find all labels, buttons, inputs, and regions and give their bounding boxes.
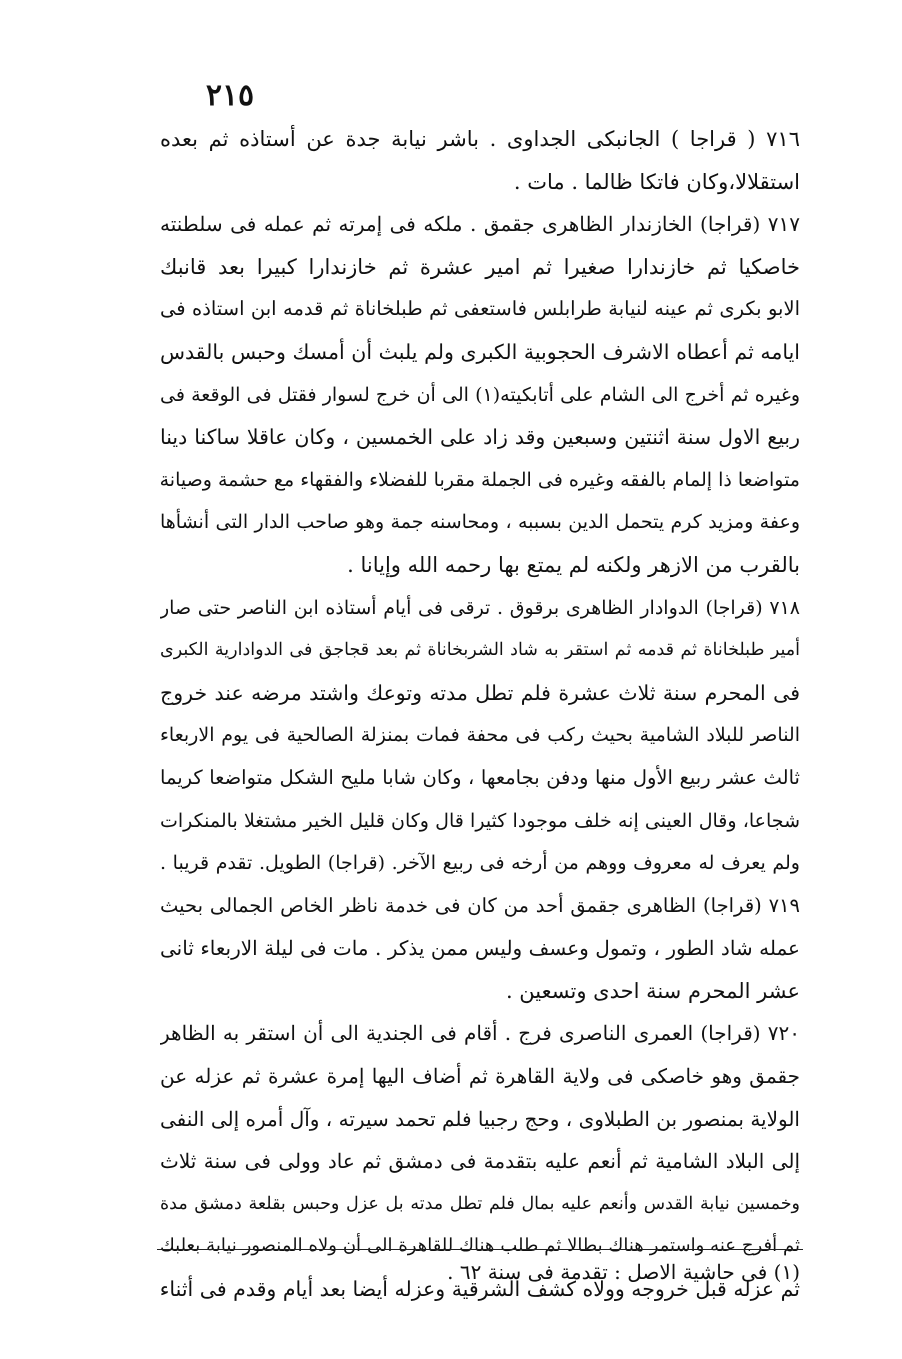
text-line: بالقرب من الازهر ولكنه لم يمتع بها رحمه الله وإيانا . xyxy=(347,552,800,577)
page-number: ٢١٥ xyxy=(205,78,255,113)
text-line: عمله شاد الطور ، وتمول وعسف وليس ممن يذكر . مات فى ليلة الاربعاء ثانى xyxy=(160,936,800,961)
text-line: ولم يعرف له معروف ووهم من أرخه فى ربيع الآخر. (قراجا) الطويل. تقدم قريبا . xyxy=(160,852,800,875)
body-text xyxy=(160,118,800,1311)
text-line: عشر المحرم سنة احدى وتسعين . xyxy=(505,978,800,1003)
footnote: (١) فى حاشية الاصل : تقدمة فى سنة ٦٢ . xyxy=(447,1260,800,1284)
text-line: وعفة ومزيد كرم يتحمل الدين بسببه ، ومحاسنه جمة وهو صاحب الدار التى أنشأها xyxy=(160,511,800,534)
text-line: وخمسين نيابة القدس وأنعم عليه بمال فلم تطل مدته بل عزل وحبس بقلعة دمشق مدة xyxy=(160,1193,800,1214)
text-line: ربيع الاول سنة اثنتين وسبعين وقد زاد على الخمسين ، وكان عاقلا ساكنا دينا xyxy=(160,425,800,450)
text-line: الولاية بمنصور بن الطبلاوى ، وحج رجبيا فلم تحمد سيرته ، وآل أمره إلى النفى xyxy=(160,1106,800,1131)
text-line: ثم عزله قبل خروجه وولاه كشف الشرقية وعزله أيضا بعد أيام وقدم فى أثناء xyxy=(160,1277,800,1302)
text-line: ٧١٩ (قراجا) الظاهرى جقمق أحد من كان فى خدمة ناظر الخاص الجمالى بحيث xyxy=(160,893,800,917)
text-line: استقلالا،وكان فاتكا ظالما . مات . xyxy=(513,169,800,194)
text-line: ٧١٨ (قراجا) الدوادار الظاهرى برقوق . ترقى فى أيام أستاذه ابن الناصر حتى صار xyxy=(160,596,800,619)
text-line: ٧٢٠ (قراجا) العمرى الناصرى فرج . أقام فى الجندية الى أن استقر به الظاهر xyxy=(160,1021,800,1046)
text-line: إلى البلاد الشامية ثم أنعم عليه بتقدمة فى دمشق ثم عاد وولى فى سنة ثلاث xyxy=(160,1149,800,1174)
footnote-divider xyxy=(157,1249,803,1250)
text-line: شجاعا، وقال العينى إنه خلف موجودا كثيرا قال وكان قليل الخير مشتغلا بالمنكرات xyxy=(160,809,800,832)
text-line: الابو بكرى ثم عينه لنيابة طرابلس فاستعفى ثم طبلخاناة ثم قدمه ابن استاذه فى xyxy=(160,297,800,321)
text-line: فى المحرم سنة ثلاث عشرة فلم تطل مدته وتوعك واشتد مرضه عند خروج xyxy=(160,680,800,705)
text-line: ٧١٧ (قراجا) الخازندار الظاهرى جقمق . ملكه فى إمرته ثم عمله فى سلطنته xyxy=(160,212,800,237)
text-line: جقمق وهو خاصكى فى ولاية القاهرة ثم أضاف اليها إمرة عشرة ثم عزله عن xyxy=(160,1064,800,1089)
text-line: خاصكيا ثم خازندارا صغيرا ثم امير عشرة ثم خازندارا كبيرا بعد قانبك xyxy=(160,254,800,279)
text-line: ايامه ثم أعطاه الاشرف الحجوبية الكبرى ولم يلبث أن أمسك وحبس بالقدس xyxy=(160,339,800,364)
text-line: ثم أفرج عنه واستمر هناك بطالا ثم طلب هناك للقاهرة الى أن ولاه المنصور نيابة بعلبك xyxy=(160,1235,800,1257)
text-line: الناصر للبلاد الشامية بحيث ركب فى محفة فمات بمنزلة الصالحية فى يوم الاربعاء xyxy=(160,724,800,747)
text-line: متواضعا ذا إلمام بالفقه وغيره فى الجملة مقربا للفضلاء والفقهاء مع حشمة وصيانة xyxy=(160,468,800,491)
text-line: أمير طبلخاناة ثم قدمه ثم استقر به شاد الشربخاناة ثم بعد قجاجق فى الدوادارية الكبرى xyxy=(160,640,800,661)
text-line: ثالث عشر ربيع الأول منها ودفن بجامعها ، وكان شابا مليح الشكل متواضعا كريما xyxy=(160,765,800,789)
text-line: ٧١٦ ( قراجا ) الجانبكى الجداوى . باشر نيابة جدة عن أستاذه ثم بعده xyxy=(160,127,800,151)
text-line: وغيره ثم أخرج الى الشام على أتابكيته(١) الى أن خرج لسوار فقتل فى الوقعة فى xyxy=(160,383,800,406)
